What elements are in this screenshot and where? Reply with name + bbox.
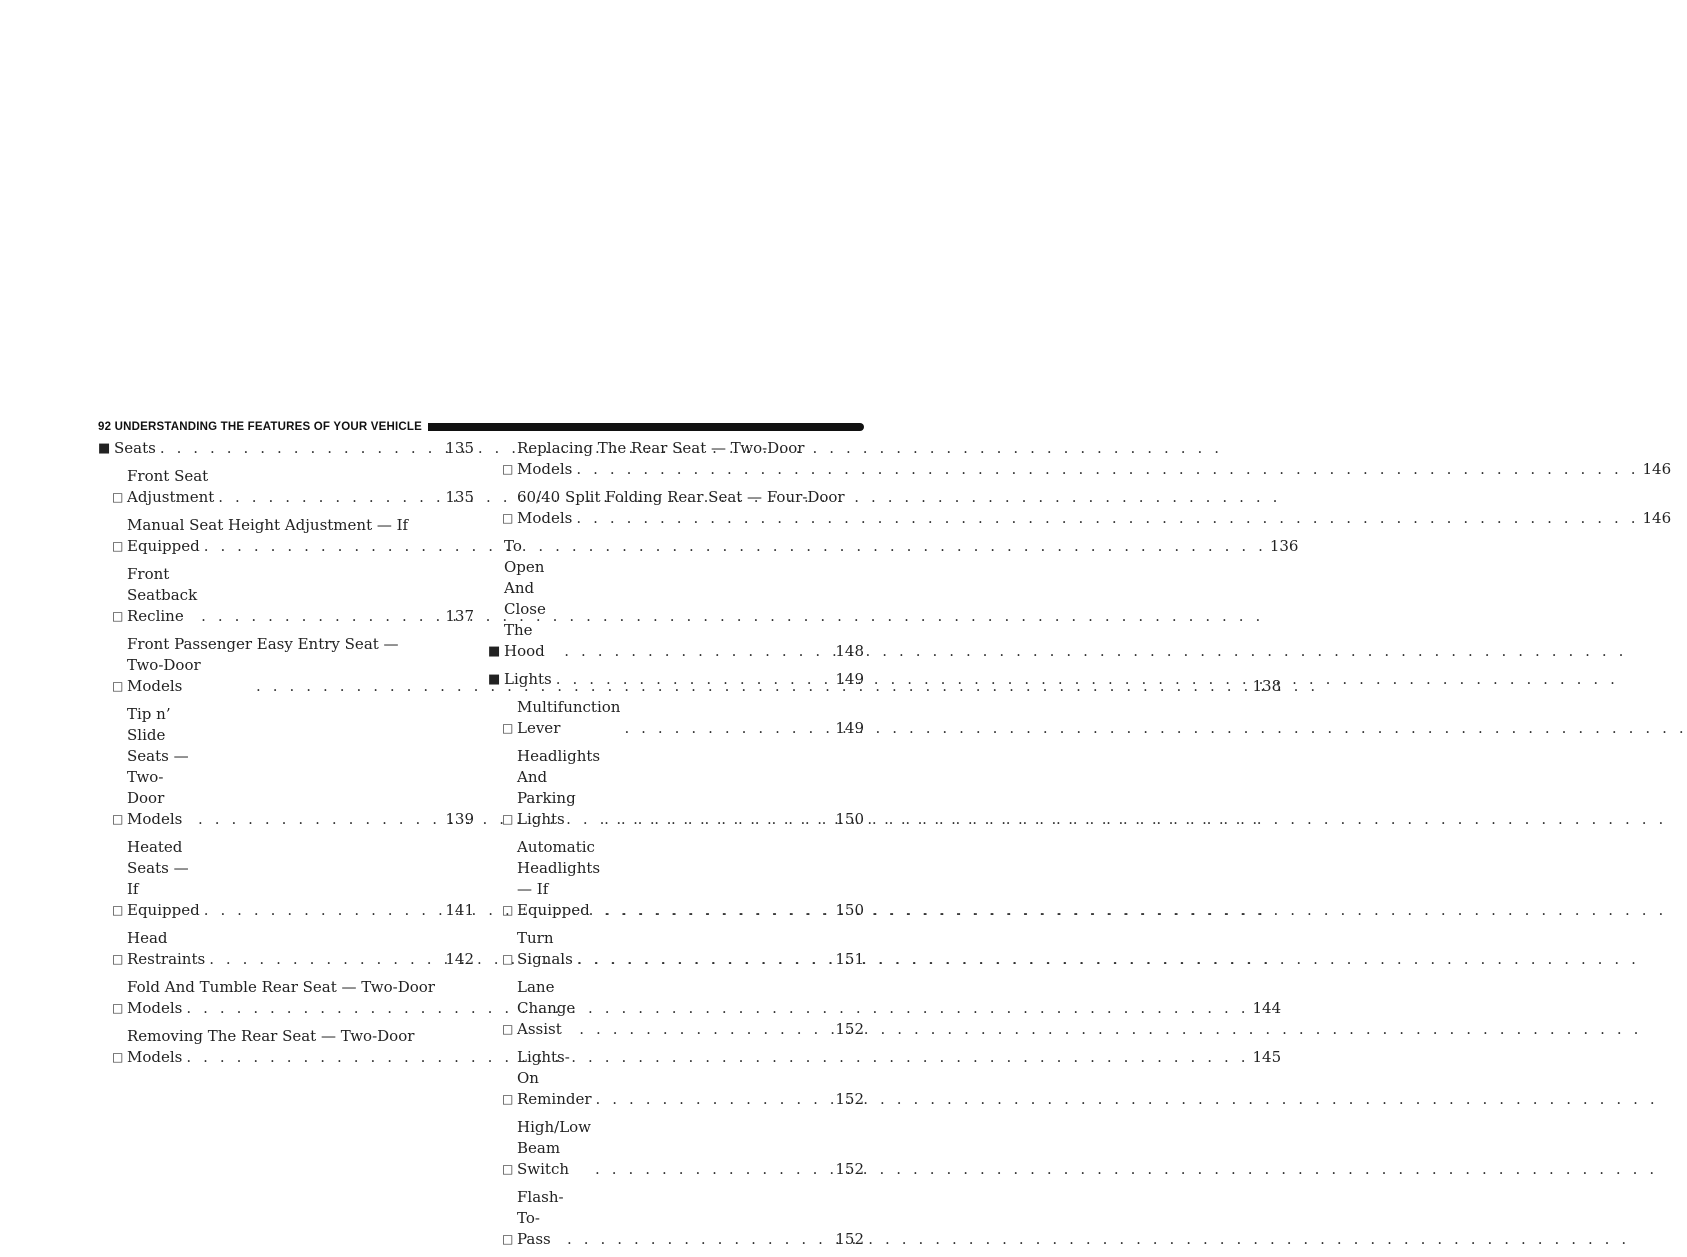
entry-label: Head Restraints	[127, 929, 206, 968]
page-number: 152	[835, 1230, 864, 1248]
entry-label: Flash-To-Pass	[517, 1188, 564, 1248]
entry-text	[517, 837, 864, 921]
entry-label-line1: Removing The Rear Seat — Two-Door	[127, 1027, 415, 1045]
entry-text	[517, 746, 864, 830]
page-number: 136	[1269, 537, 1299, 555]
entry-label-line1: Manual Seat Height Adjustment — If	[127, 516, 409, 534]
entry-label-line2: Models	[127, 1048, 183, 1066]
entry-text	[504, 669, 864, 690]
page-number: 144	[1252, 999, 1282, 1017]
page-number: 138	[1252, 677, 1282, 695]
entry-label: Multifunction Lever	[517, 698, 621, 737]
dot-leader	[200, 900, 444, 921]
entry-text	[127, 704, 474, 830]
page-number: 135	[445, 488, 474, 506]
toc-entry[interactable]	[98, 438, 474, 459]
entry-text	[517, 1187, 864, 1250]
entry-text	[517, 928, 864, 970]
entry-label: To Open And Close The Hood	[504, 537, 546, 660]
toc-entry[interactable]	[98, 928, 474, 970]
toc-entry[interactable]	[488, 697, 864, 739]
entry-label-line1: Replacing The Rear Seat — Two-Door	[517, 439, 805, 457]
square-bullet-icon: ■	[488, 672, 501, 687]
hollow-square-bullet-icon: □	[112, 1001, 124, 1015]
entry-label: Tip n’ Slide Seats — Two-Door Models	[127, 705, 189, 828]
page-number: 151	[835, 950, 864, 968]
hollow-square-bullet-icon: □	[502, 462, 514, 476]
entry-label: Heated Seats — If Equipped	[127, 838, 200, 919]
toc-entry[interactable]	[488, 536, 864, 662]
page-header	[98, 418, 864, 436]
entry-text	[127, 564, 474, 627]
hollow-square-bullet-icon: □	[502, 1022, 514, 1036]
entry-text	[114, 438, 474, 459]
hollow-square-bullet-icon: □	[112, 812, 124, 826]
hollow-square-bullet-icon: □	[502, 903, 514, 917]
toc-entry[interactable]	[488, 977, 864, 1040]
hollow-square-bullet-icon: □	[112, 679, 124, 693]
hollow-square-bullet-icon: □	[502, 812, 514, 826]
entry-label: Automatic Headlights — If Equipped	[517, 838, 601, 919]
entry-label-line2: Models	[517, 460, 573, 478]
page-number: 145	[1252, 1048, 1282, 1066]
entry-label: Front Seatback Recline	[127, 565, 198, 625]
dot-leader	[194, 809, 444, 830]
entry-label-block	[517, 487, 1671, 529]
hollow-square-bullet-icon: □	[502, 721, 514, 735]
dot-leader	[572, 459, 1641, 480]
entry-label-block	[517, 438, 1671, 480]
page-number: 152	[835, 1160, 864, 1178]
dot-leader	[552, 669, 834, 690]
hollow-square-bullet-icon: □	[502, 1092, 514, 1106]
toc-entry[interactable]	[488, 746, 864, 830]
dot-leader	[572, 508, 1641, 529]
entry-label-line1: Front Passenger Easy Entry Seat —	[127, 635, 399, 653]
page-number: 150	[835, 810, 864, 828]
entry-label-line2-row	[517, 459, 1671, 480]
page-number: 150	[835, 901, 864, 919]
entry-text	[504, 536, 864, 662]
entry-label: Seats	[114, 439, 156, 457]
page-number: 149	[835, 670, 864, 688]
page-number: 149	[835, 719, 864, 737]
hollow-square-bullet-icon: □	[502, 1162, 514, 1176]
toc-entry[interactable]	[488, 928, 864, 970]
square-bullet-icon: ■	[98, 441, 111, 456]
hollow-square-bullet-icon: □	[112, 1050, 124, 1064]
dot-leader	[573, 949, 834, 970]
entry-label: Turn Signals	[517, 929, 573, 968]
dot-leader	[600, 809, 834, 830]
entry-label-line2-row	[517, 508, 1671, 529]
page-number: 146	[1642, 509, 1672, 527]
dot-leader	[197, 606, 444, 627]
entry-label: Front Seat Adjustment	[127, 467, 215, 506]
hollow-square-bullet-icon: □	[112, 903, 124, 917]
toc-entry[interactable]	[488, 1187, 864, 1250]
toc-entry[interactable]	[98, 837, 474, 921]
entry-label: Lane Change Assist	[517, 978, 576, 1038]
toc-entry[interactable]	[488, 438, 1672, 480]
entry-text	[127, 837, 474, 921]
entry-label: Headlights And Parking Lights	[517, 747, 601, 828]
entry-text	[127, 466, 474, 508]
hollow-square-bullet-icon: □	[112, 952, 124, 966]
hollow-square-bullet-icon: □	[112, 539, 124, 553]
entry-label-line1: 60/40 Split Folding Rear Seat — Four-Door	[517, 488, 845, 506]
entry-label-line2: Two-Door Models	[127, 656, 201, 695]
entry-text	[517, 697, 864, 739]
toc-entry[interactable]	[98, 704, 474, 830]
toc-entry[interactable]	[488, 669, 864, 690]
dot-leader	[156, 438, 444, 459]
entry-label: High/Low Beam Switch	[517, 1118, 592, 1178]
header-title: 92 UNDERSTANDING THE FEATURES OF YOUR VEHICLE	[98, 418, 428, 436]
dot-leader	[214, 487, 444, 508]
page-number: 139	[445, 810, 474, 828]
hollow-square-bullet-icon: □	[502, 1232, 514, 1246]
entry-label-line2: Equipped	[127, 537, 200, 555]
dot-leader	[620, 718, 834, 739]
hollow-square-bullet-icon: □	[112, 609, 124, 623]
dot-leader	[560, 641, 834, 662]
dot-leader	[563, 1229, 834, 1250]
toc-entry[interactable]	[488, 1117, 864, 1180]
page-number: 146	[1642, 460, 1672, 478]
entry-label: Lights	[504, 670, 552, 688]
page-number: 137	[445, 607, 474, 625]
dot-leader	[575, 1019, 834, 1040]
page-number: 141	[445, 901, 474, 919]
toc-entry[interactable]	[98, 466, 474, 508]
dot-leader	[591, 1159, 834, 1180]
square-bullet-icon: ■	[488, 644, 501, 659]
entry-text	[517, 977, 864, 1040]
dot-leader	[592, 1089, 835, 1110]
toc-entry[interactable]	[488, 487, 1672, 529]
page-number: 152	[835, 1090, 864, 1108]
hollow-square-bullet-icon: □	[502, 511, 514, 525]
entry-label-line2: Models	[517, 509, 573, 527]
entry-text	[517, 1117, 864, 1180]
entry-label: Lights-On Reminder	[517, 1048, 592, 1108]
toc-entry[interactable]	[98, 564, 474, 627]
entry-label-line1: Fold And Tumble Rear Seat — Two-Door	[127, 978, 435, 996]
hollow-square-bullet-icon: □	[112, 490, 124, 504]
page-number: 148	[835, 642, 864, 660]
dot-leader	[205, 949, 444, 970]
entry-label-line2: Models	[127, 999, 183, 1017]
dot-leader	[600, 900, 834, 921]
page-number: 142	[445, 950, 474, 968]
page-number: 135	[445, 439, 474, 457]
toc-entry[interactable]	[488, 1047, 864, 1110]
toc-entry[interactable]	[488, 837, 864, 921]
entry-text	[517, 1047, 864, 1110]
hollow-square-bullet-icon: □	[502, 952, 514, 966]
entry-text	[127, 928, 474, 970]
page-number: 152	[835, 1020, 864, 1038]
